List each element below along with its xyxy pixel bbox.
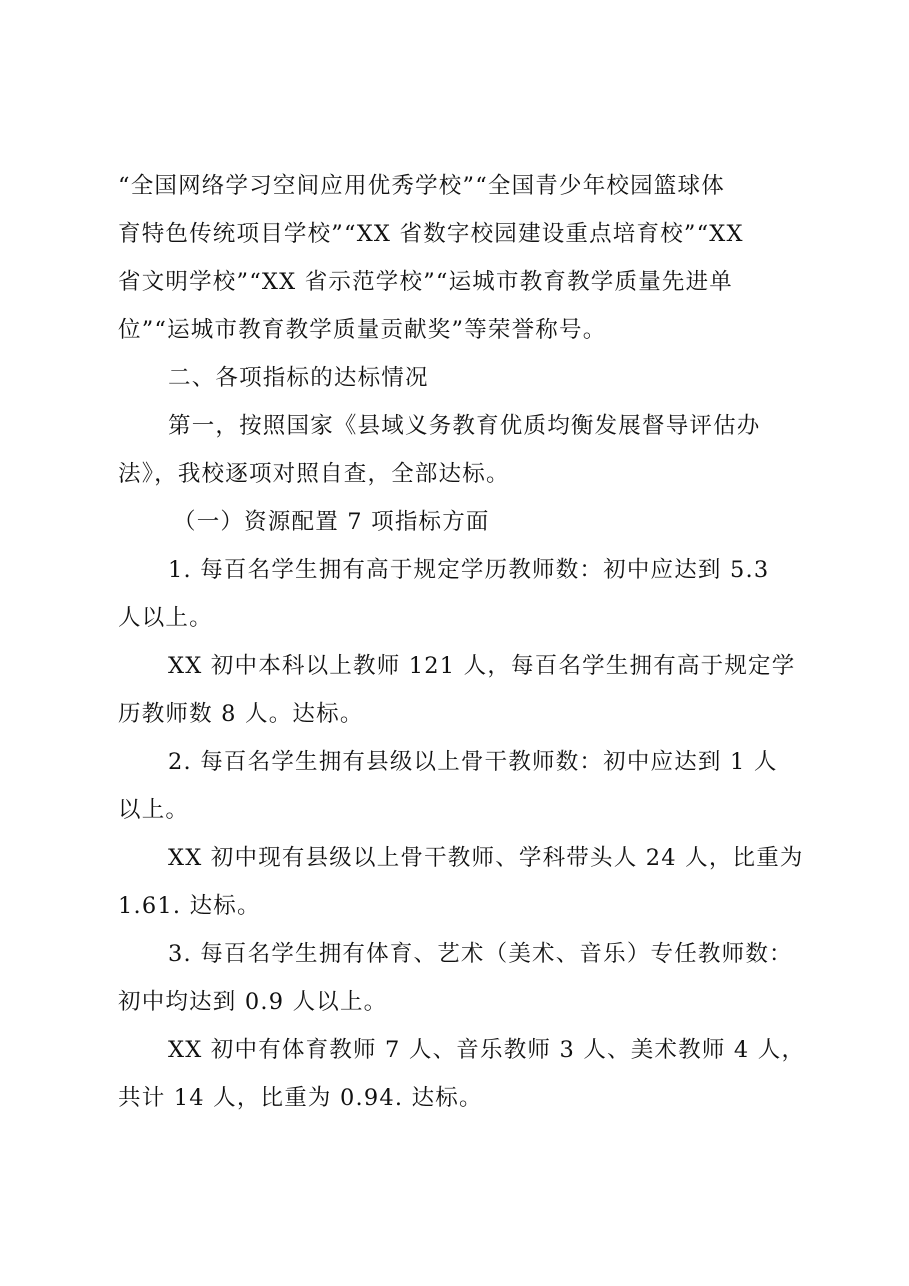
text-line: 3. 每百名学生拥有体育、艺术（美术、音乐）专任教师数： bbox=[168, 941, 793, 967]
text-line: 1.61. 达标。 bbox=[118, 893, 261, 919]
text-line: 人以上。 bbox=[118, 605, 213, 631]
text-line: 2. 每百名学生拥有县级以上骨干教师数：初中应达到 1 人 bbox=[168, 749, 778, 775]
text-line: 法》，我校逐项对照自查，全部达标。 bbox=[118, 461, 510, 487]
text-line: 二、各项指标的达标情况 bbox=[168, 365, 429, 391]
indicator-2 bbox=[118, 738, 800, 834]
text-line: 第一，按照国家《县域义务教育优质均衡发展督导评估办 bbox=[168, 413, 761, 439]
text-line: 初中均达到 0.9 人以上。 bbox=[118, 989, 388, 1015]
text-line: “全国网络学习空间应用优秀学校”“全国青少年校园篮球体 bbox=[118, 173, 725, 199]
text-line: 以上。 bbox=[118, 797, 190, 823]
paragraph-honors bbox=[118, 162, 800, 354]
subsection-heading bbox=[118, 498, 800, 546]
text-line: （一）资源配置 7 项指标方面 bbox=[173, 509, 490, 535]
text-line: 1. 每百名学生拥有高于规定学历教师数：初中应达到 5.3 bbox=[168, 557, 770, 583]
text-line: XX 初中本科以上教师 121 人，每百名学生拥有高于规定学 bbox=[168, 653, 796, 679]
text-line: 共计 14 人，比重为 0.94. 达标。 bbox=[118, 1085, 483, 1111]
text-line: XX 初中有体育教师 7 人、音乐教师 3 人、美术教师 4 人， bbox=[168, 1037, 806, 1063]
text-line: 历教师数 8 人。达标。 bbox=[118, 701, 364, 727]
paragraph-first bbox=[118, 402, 800, 498]
indicator-2-result bbox=[118, 834, 804, 930]
text-line: XX 初中现有县级以上骨干教师、学科带头人 24 人，比重为 bbox=[168, 845, 804, 871]
text-line: 位”“运城市教育教学质量贡献奖”等荣誉称号。 bbox=[118, 317, 607, 343]
text-line: 育特色传统项目学校”“XX 省数字校园建设重点培育校”“XX bbox=[118, 221, 744, 247]
section-heading bbox=[118, 354, 800, 402]
indicator-3 bbox=[118, 930, 800, 1026]
indicator-1-result bbox=[118, 642, 800, 738]
document-body bbox=[118, 162, 806, 1122]
indicator-3-result bbox=[118, 1026, 806, 1122]
text-line: 省文明学校”“XX 省示范学校”“运城市教育教学质量先进单 bbox=[118, 269, 733, 295]
indicator-1 bbox=[118, 546, 800, 642]
